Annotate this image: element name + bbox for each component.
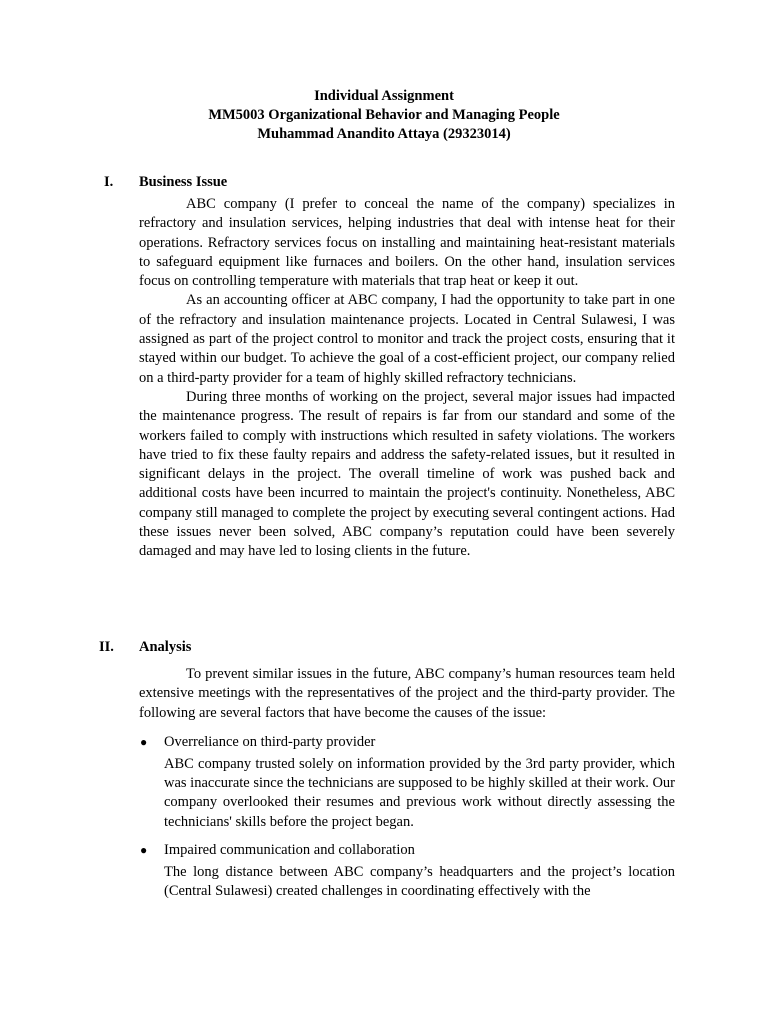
list-item-text: The long distance between ABC company’s headquarters and the project’s location (Central Sulawesi) created challenges in coordinating effectively with the	[164, 864, 675, 900]
section-title: Analysis	[139, 639, 192, 655]
course-title: MM5003 Organizational Behavior and Managing People	[208, 107, 560, 123]
bullet-icon: ●	[140, 734, 148, 749]
section-number: II.	[99, 639, 114, 655]
list-item	[0, 733, 768, 832]
paragraph: During three months of working on the project, several major issues had impacted the maintenance progress. The result of repairs is far from our standard and some of the workers failed to comply with instructions which resulted in safety violations. The workers have tried to fix these faulty repairs and address the safety-related issues, but it resulted in significant delays in the project. The overall timeline of work was pushed back and additional costs have been incurred to maintain the project's continuity. Nonetheless, ABC company still managed to complete the project by executing several contingent actions. Had these issues never been solved, ABC company’s reputation could have been severely damaged and may have led to losing clients in the future.	[139, 388, 675, 560]
list-item-label: Overreliance on third-party provider	[164, 733, 376, 750]
section-title: Business Issue	[139, 174, 228, 190]
list-item-text: ABC company trusted solely on information provided by the 3rd party provider, which was inaccurate since the technicians are supposed to be highly skilled at their work. Our company overlooked their resumes and previous work without directly assessing the technicians' skills before the project began.	[164, 755, 675, 830]
section-analysis	[0, 638, 768, 902]
bullet-icon: ●	[140, 843, 148, 858]
section-business-issue	[0, 173, 768, 562]
assignment-title: Individual Assignment	[314, 88, 454, 104]
section-number: I.	[104, 174, 114, 190]
list-item-head	[0, 841, 768, 863]
list-item-label: Impaired communication and collaboration	[164, 842, 415, 859]
paragraph: To prevent similar issues in the future, ABC company’s human resources team held extensive meetings with the representatives of the project and the third-party provider. The following are several factors that have become the causes of the issue:	[139, 666, 675, 721]
section-heading	[0, 173, 768, 195]
document-header	[0, 87, 768, 144]
author-line: Muhammad Anandito Attaya (29323014)	[257, 126, 511, 142]
list-item	[0, 841, 768, 902]
list-item-head	[0, 733, 768, 755]
paragraph: As an accounting officer at ABC company, I had the opportunity to take part in one of the refractory and insulation maintenance projects. Located in Central Sulawesi, I was assigned as part of the project control to monitor and track the project costs, ensuring that it stayed within our budget. To achieve the goal of a cost-efficient project, our company relied on a third-party provider for a team of highly skilled refractory technicians.	[139, 292, 675, 386]
section-heading	[0, 638, 768, 660]
paragraph: ABC company (I prefer to conceal the name of the company) specializes in refractory and insulation services, helping industries that deal with intense heat for their operations. Refractory services focus on installing and maintaining heat-resistant materials to safeguard equipment like furnaces and boilers. On the other hand, insulation services focus on controlling temperature with materials that trap heat or keep it out.	[139, 196, 675, 290]
